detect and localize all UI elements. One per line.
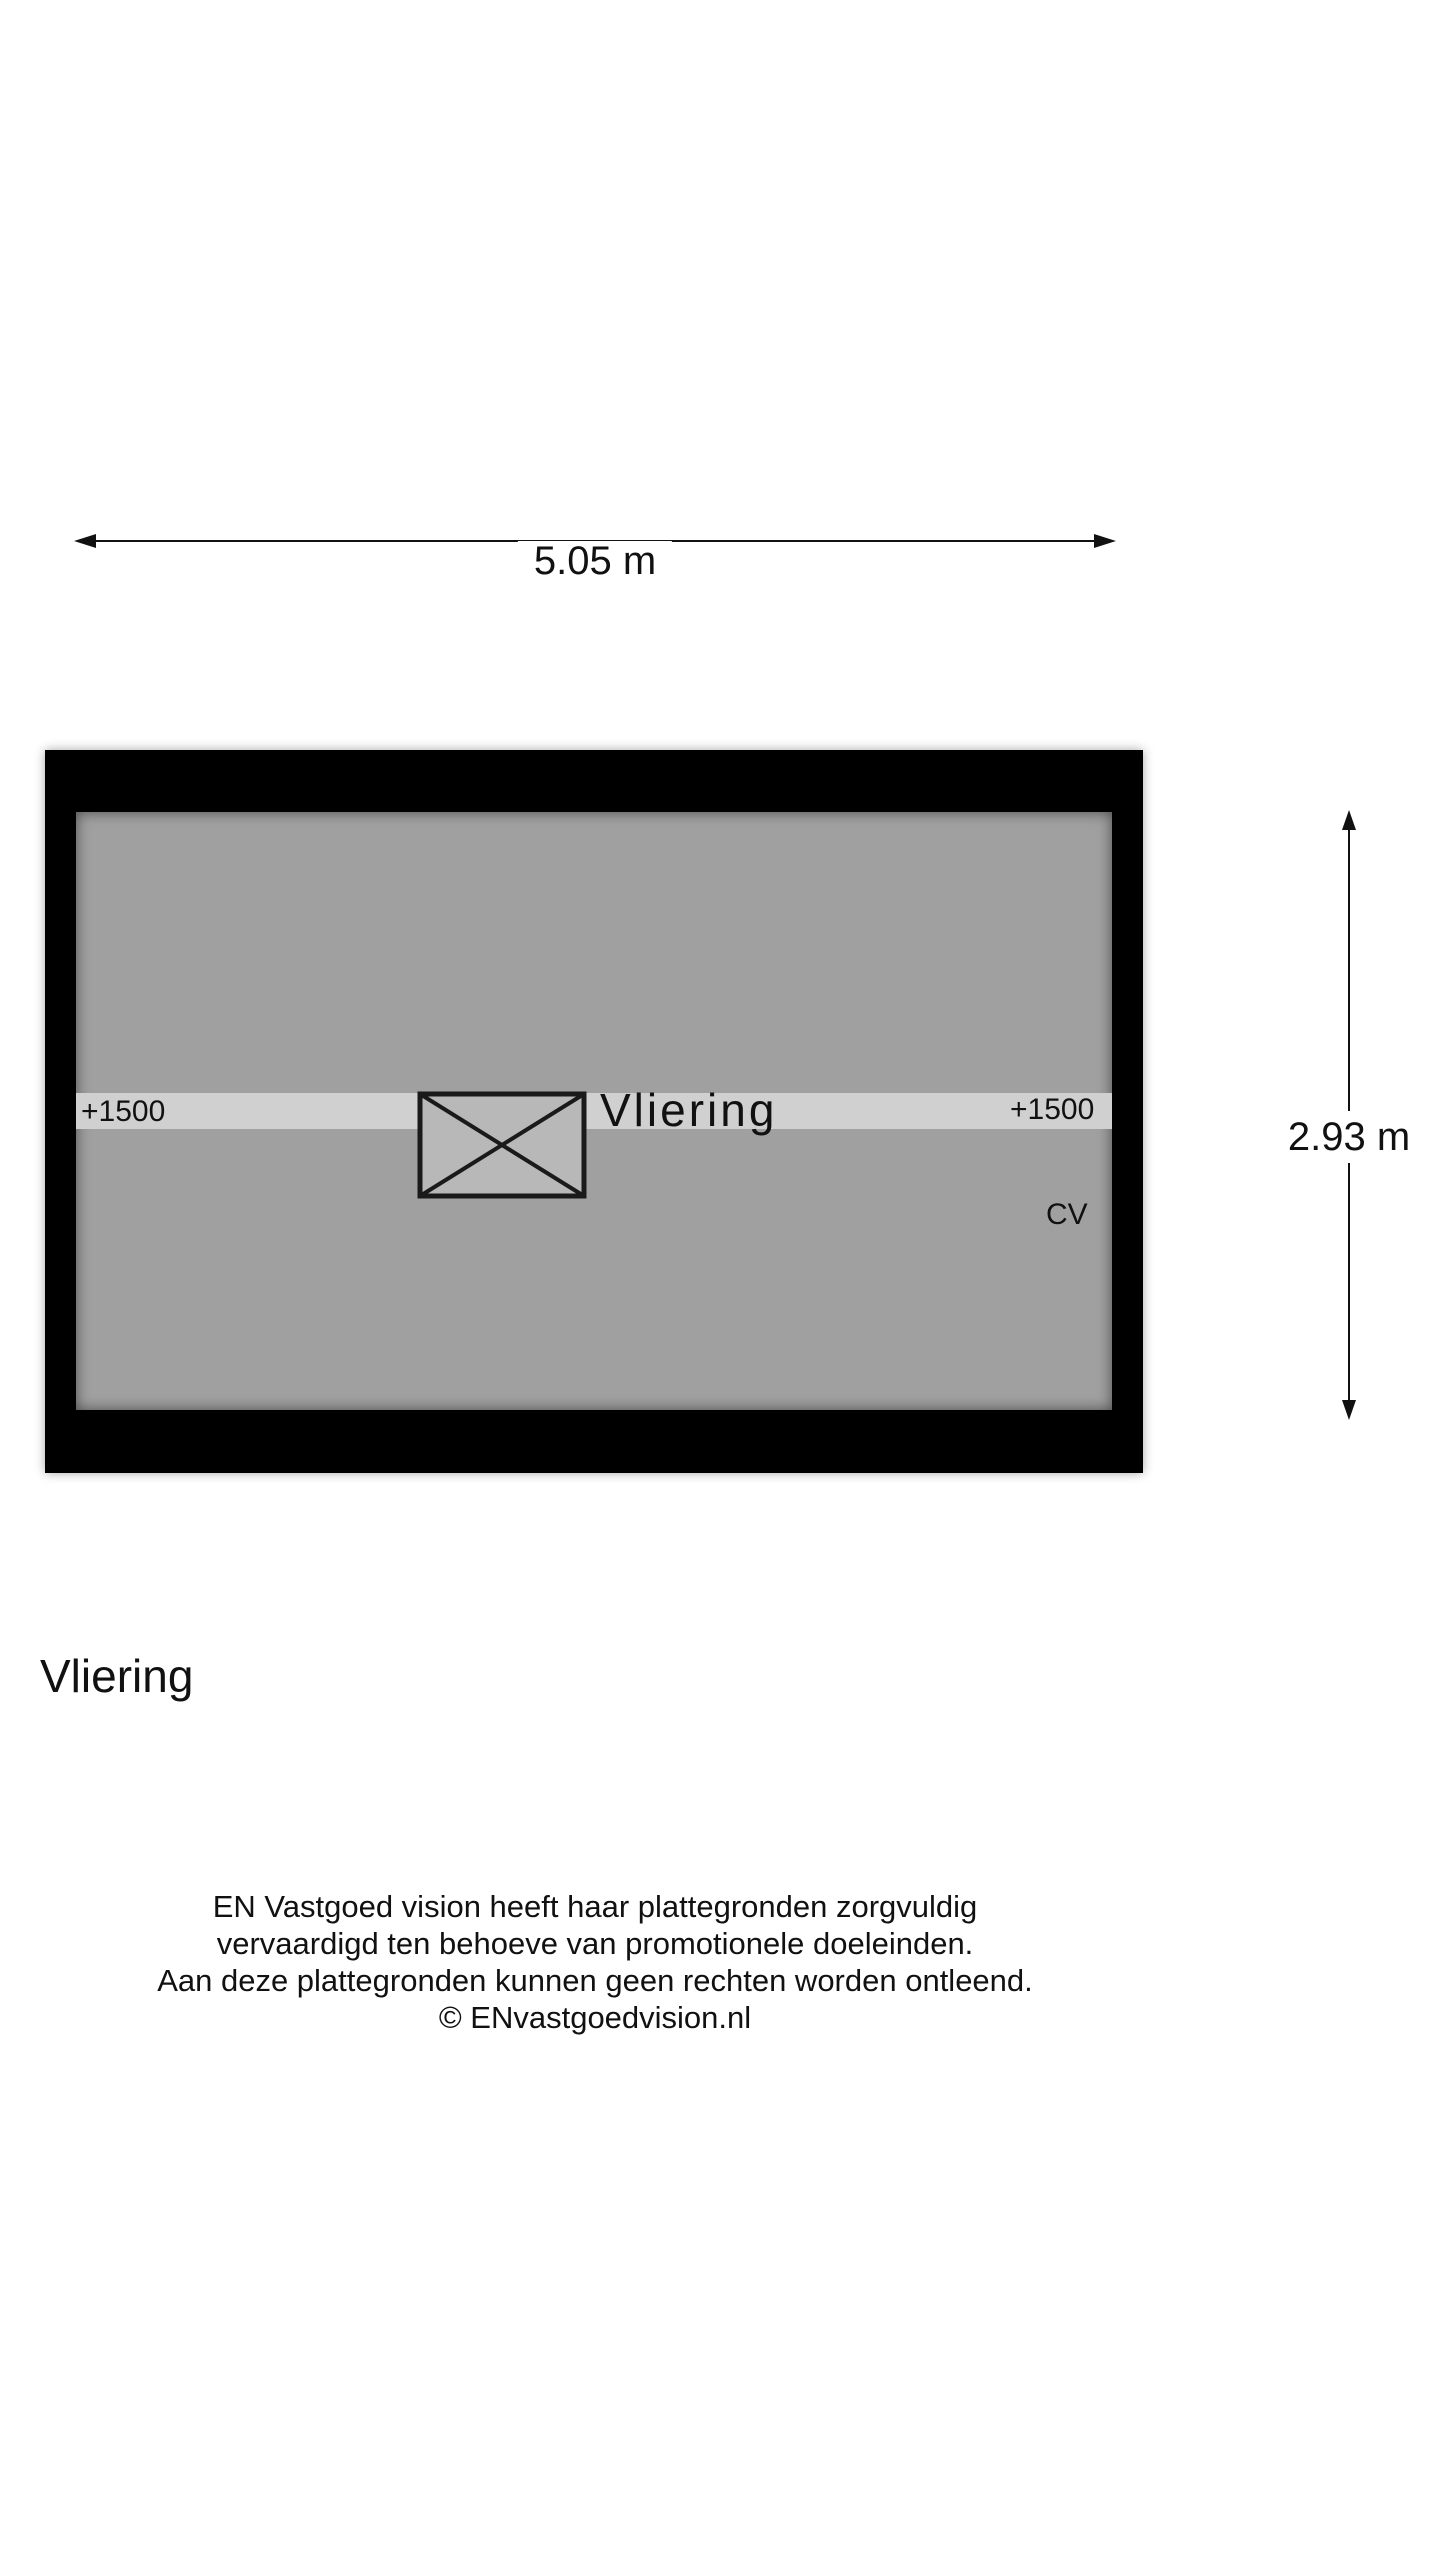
arrow-up-icon [1342, 810, 1356, 830]
cv-label: CV [1046, 1198, 1088, 1231]
floor-title: Vliering [40, 1650, 194, 1702]
width-dimension-line [0, 0, 1440, 620]
level-marker-right: +1500 [1010, 1093, 1095, 1126]
attic-hatch-icon [417, 1090, 589, 1202]
arrow-right-icon [1094, 534, 1116, 548]
arrow-left-icon [74, 534, 96, 548]
disclaimer-line-4: © ENvastgoedvision.nl [438, 2000, 752, 2035]
disclaimer-line-1: EN Vastgoed vision heeft haar plattegronden zorgvuldig [212, 1889, 978, 1924]
disclaimer-line-2: vervaardigd ten behoeve van promotionele doeleinden. [216, 1926, 974, 1961]
level-marker-left: +1500 [81, 1095, 166, 1128]
width-dimension-label: 5.05 m [518, 541, 672, 581]
disclaimer [0, 1888, 1190, 2036]
arrow-down-icon [1342, 1400, 1356, 1420]
height-dimension-label: 2.93 m [1284, 1111, 1414, 1163]
room-label: Vliering [600, 1084, 778, 1136]
floor-plan-height-band [76, 1093, 1112, 1129]
disclaimer-line-3: Aan deze plattegronden kunnen geen rechten worden ontleend. [157, 1963, 1033, 1998]
